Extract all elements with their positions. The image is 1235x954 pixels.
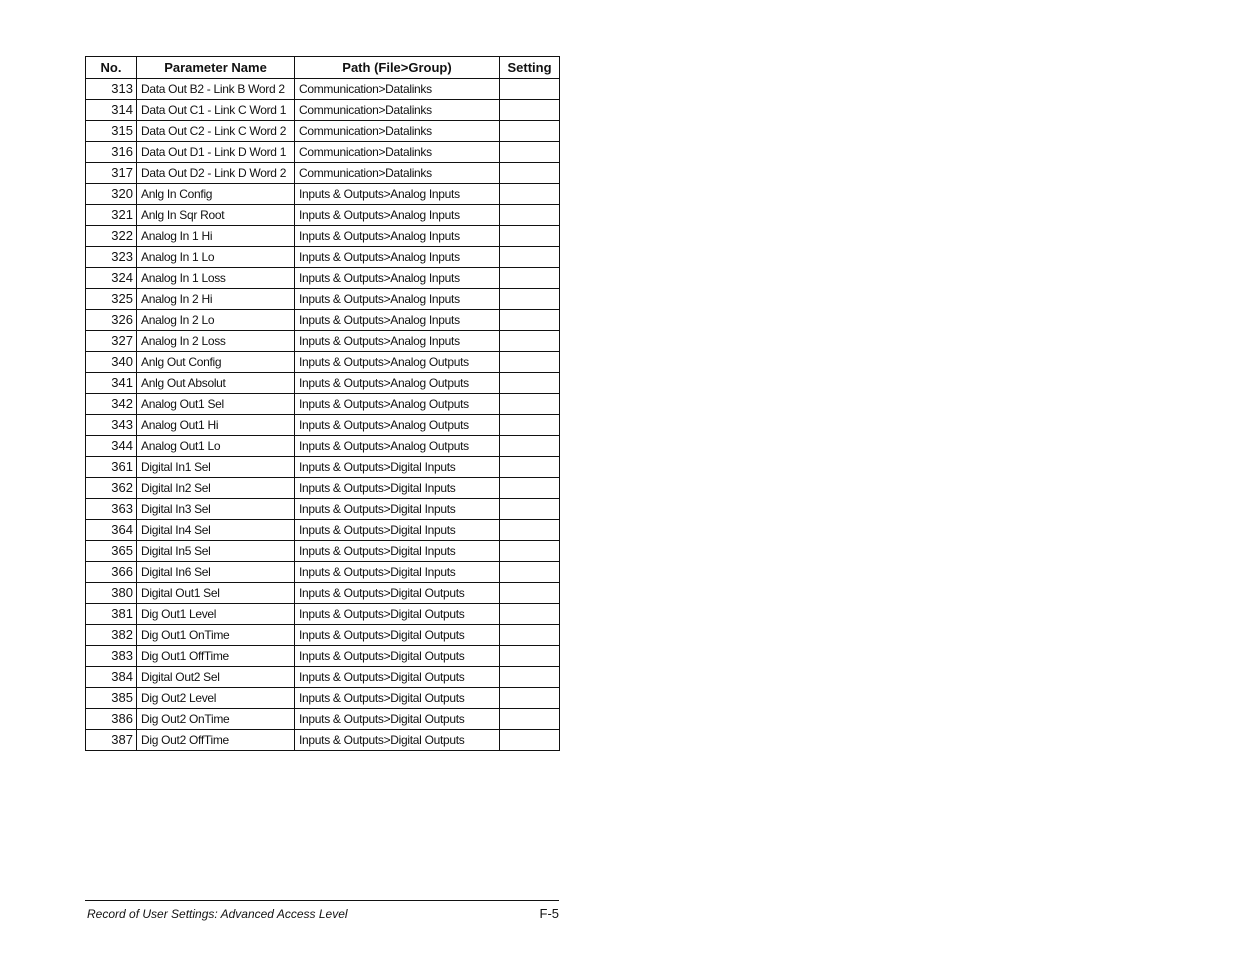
- parameter-name-cell: Anlg Out Config: [137, 352, 295, 373]
- parameter-name-cell: Analog In 1 Hi: [137, 226, 295, 247]
- row-number-cell: 343: [86, 415, 137, 436]
- table-row: [86, 709, 560, 730]
- parameter-name-cell: Digital In2 Sel: [137, 478, 295, 499]
- table-row: [86, 268, 560, 289]
- parameter-name-cell: Data Out D2 - Link D Word 2: [137, 163, 295, 184]
- parameter-name-cell: Dig Out2 Level: [137, 688, 295, 709]
- setting-cell[interactable]: [500, 310, 560, 331]
- setting-cell[interactable]: [500, 625, 560, 646]
- parameter-name-cell: Analog Out1 Hi: [137, 415, 295, 436]
- row-number-cell: 386: [86, 709, 137, 730]
- parameter-name-cell: Digital In6 Sel: [137, 562, 295, 583]
- parameter-name-cell: Anlg Out Absolut: [137, 373, 295, 394]
- path-cell: Inputs & Outputs>Digital Outputs: [295, 688, 500, 709]
- path-cell: Inputs & Outputs>Digital Outputs: [295, 604, 500, 625]
- table-row: [86, 310, 560, 331]
- path-cell: Inputs & Outputs>Digital Inputs: [295, 520, 500, 541]
- path-cell: Inputs & Outputs>Digital Outputs: [295, 646, 500, 667]
- row-number-cell: 344: [86, 436, 137, 457]
- parameter-name-cell: Analog In 1 Lo: [137, 247, 295, 268]
- setting-cell[interactable]: [500, 226, 560, 247]
- table-row: [86, 457, 560, 478]
- row-number-cell: 326: [86, 310, 137, 331]
- row-number-cell: 320: [86, 184, 137, 205]
- row-number-cell: 313: [86, 79, 137, 100]
- table-row: [86, 226, 560, 247]
- parameter-name-cell: Anlg In Sqr Root: [137, 205, 295, 226]
- parameter-name-cell: Digital Out2 Sel: [137, 667, 295, 688]
- path-cell: Communication>Datalinks: [295, 121, 500, 142]
- footer-divider: [85, 900, 559, 901]
- table-row: [86, 667, 560, 688]
- path-cell: Inputs & Outputs>Analog Inputs: [295, 268, 500, 289]
- path-cell: Inputs & Outputs>Analog Inputs: [295, 226, 500, 247]
- parameter-name-cell: Digital In1 Sel: [137, 457, 295, 478]
- table-row: [86, 79, 560, 100]
- table-row: [86, 331, 560, 352]
- setting-cell[interactable]: [500, 184, 560, 205]
- setting-cell[interactable]: [500, 520, 560, 541]
- path-cell: Inputs & Outputs>Digital Outputs: [295, 730, 500, 751]
- row-number-cell: 383: [86, 646, 137, 667]
- parameter-name-cell: Analog In 2 Lo: [137, 310, 295, 331]
- path-cell: Inputs & Outputs>Analog Outputs: [295, 352, 500, 373]
- table-row: [86, 625, 560, 646]
- path-cell: Inputs & Outputs>Digital Inputs: [295, 478, 500, 499]
- setting-cell[interactable]: [500, 373, 560, 394]
- setting-cell[interactable]: [500, 499, 560, 520]
- setting-cell[interactable]: [500, 331, 560, 352]
- path-cell: Inputs & Outputs>Digital Outputs: [295, 625, 500, 646]
- parameter-name-cell: Analog Out1 Lo: [137, 436, 295, 457]
- setting-cell[interactable]: [500, 415, 560, 436]
- setting-cell[interactable]: [500, 289, 560, 310]
- row-number-cell: 327: [86, 331, 137, 352]
- table-row: [86, 541, 560, 562]
- table-row: [86, 730, 560, 751]
- row-number-cell: 362: [86, 478, 137, 499]
- row-number-cell: 361: [86, 457, 137, 478]
- row-number-cell: 381: [86, 604, 137, 625]
- row-number-cell: 380: [86, 583, 137, 604]
- table-row: [86, 646, 560, 667]
- path-cell: Communication>Datalinks: [295, 100, 500, 121]
- row-number-cell: 382: [86, 625, 137, 646]
- table-row: [86, 247, 560, 268]
- parameter-name-cell: Dig Out1 Level: [137, 604, 295, 625]
- parameter-name-cell: Analog In 2 Hi: [137, 289, 295, 310]
- setting-cell[interactable]: [500, 394, 560, 415]
- parameter-name-cell: Dig Out1 OffTime: [137, 646, 295, 667]
- row-number-cell: 385: [86, 688, 137, 709]
- table-row: [86, 478, 560, 499]
- path-cell: Inputs & Outputs>Analog Outputs: [295, 394, 500, 415]
- table-row: [86, 499, 560, 520]
- parameter-name-cell: Dig Out1 OnTime: [137, 625, 295, 646]
- setting-cell[interactable]: [500, 478, 560, 499]
- path-cell: Inputs & Outputs>Analog Inputs: [295, 310, 500, 331]
- parameter-name-cell: Data Out B2 - Link B Word 2: [137, 79, 295, 100]
- setting-cell[interactable]: [500, 121, 560, 142]
- table-row: [86, 205, 560, 226]
- parameter-name-cell: Analog Out1 Sel: [137, 394, 295, 415]
- path-cell: Communication>Datalinks: [295, 163, 500, 184]
- table-row: [86, 562, 560, 583]
- page-number: F-5: [539, 906, 559, 921]
- setting-cell[interactable]: [500, 79, 560, 100]
- row-number-cell: 321: [86, 205, 137, 226]
- row-number-cell: 314: [86, 100, 137, 121]
- parameter-name-cell: Data Out D1 - Link D Word 1: [137, 142, 295, 163]
- table-header-row: [86, 57, 560, 79]
- table-row: [86, 394, 560, 415]
- path-cell: Communication>Datalinks: [295, 79, 500, 100]
- row-number-cell: 341: [86, 373, 137, 394]
- table-row: [86, 688, 560, 709]
- setting-cell[interactable]: [500, 457, 560, 478]
- row-number-cell: 324: [86, 268, 137, 289]
- row-number-cell: 323: [86, 247, 137, 268]
- path-cell: Inputs & Outputs>Digital Inputs: [295, 457, 500, 478]
- setting-cell[interactable]: [500, 100, 560, 121]
- row-number-cell: 340: [86, 352, 137, 373]
- path-cell: Inputs & Outputs>Digital Inputs: [295, 541, 500, 562]
- path-cell: Inputs & Outputs>Digital Outputs: [295, 583, 500, 604]
- footer-title: Record of User Settings: Advanced Access Level: [87, 907, 348, 921]
- parameter-settings-table: [85, 56, 560, 751]
- setting-cell[interactable]: [500, 583, 560, 604]
- row-number-cell: 363: [86, 499, 137, 520]
- row-number-cell: 315: [86, 121, 137, 142]
- setting-cell[interactable]: [500, 142, 560, 163]
- header-no: No.: [86, 57, 137, 79]
- row-number-cell: 342: [86, 394, 137, 415]
- path-cell: Inputs & Outputs>Digital Outputs: [295, 667, 500, 688]
- table-row: [86, 604, 560, 625]
- table-row: [86, 289, 560, 310]
- row-number-cell: 387: [86, 730, 137, 751]
- table-row: [86, 373, 560, 394]
- parameter-name-cell: Dig Out2 OffTime: [137, 730, 295, 751]
- table-row: [86, 436, 560, 457]
- header-parameter-name: Parameter Name: [137, 57, 295, 79]
- path-cell: Inputs & Outputs>Analog Inputs: [295, 331, 500, 352]
- setting-cell[interactable]: [500, 562, 560, 583]
- setting-cell[interactable]: [500, 688, 560, 709]
- table-row: [86, 415, 560, 436]
- table-row: [86, 583, 560, 604]
- setting-cell[interactable]: [500, 436, 560, 457]
- path-cell: Inputs & Outputs>Digital Inputs: [295, 499, 500, 520]
- row-number-cell: 316: [86, 142, 137, 163]
- parameter-name-cell: Digital In4 Sel: [137, 520, 295, 541]
- parameter-name-cell: Analog In 1 Loss: [137, 268, 295, 289]
- row-number-cell: 366: [86, 562, 137, 583]
- setting-cell[interactable]: [500, 604, 560, 625]
- table-row: [86, 142, 560, 163]
- row-number-cell: 322: [86, 226, 137, 247]
- path-cell: Inputs & Outputs>Digital Outputs: [295, 709, 500, 730]
- setting-cell[interactable]: [500, 541, 560, 562]
- setting-cell[interactable]: [500, 646, 560, 667]
- parameter-name-cell: Analog In 2 Loss: [137, 331, 295, 352]
- row-number-cell: 365: [86, 541, 137, 562]
- setting-cell[interactable]: [500, 268, 560, 289]
- path-cell: Inputs & Outputs>Analog Outputs: [295, 373, 500, 394]
- row-number-cell: 364: [86, 520, 137, 541]
- parameter-name-cell: Digital In3 Sel: [137, 499, 295, 520]
- parameter-name-cell: Anlg In Config: [137, 184, 295, 205]
- path-cell: Inputs & Outputs>Analog Inputs: [295, 184, 500, 205]
- table-row: [86, 520, 560, 541]
- table-row: [86, 184, 560, 205]
- table-row: [86, 163, 560, 184]
- setting-cell[interactable]: [500, 205, 560, 226]
- table-body: [86, 79, 560, 751]
- parameter-name-cell: Data Out C1 - Link C Word 1: [137, 100, 295, 121]
- row-number-cell: 384: [86, 667, 137, 688]
- path-cell: Inputs & Outputs>Digital Inputs: [295, 562, 500, 583]
- path-cell: Inputs & Outputs>Analog Inputs: [295, 289, 500, 310]
- setting-cell[interactable]: [500, 163, 560, 184]
- path-cell: Inputs & Outputs>Analog Outputs: [295, 415, 500, 436]
- setting-cell[interactable]: [500, 709, 560, 730]
- table-row: [86, 352, 560, 373]
- table-row: [86, 100, 560, 121]
- setting-cell[interactable]: [500, 667, 560, 688]
- header-setting: Setting: [500, 57, 560, 79]
- parameter-name-cell: Digital Out1 Sel: [137, 583, 295, 604]
- table-row: [86, 121, 560, 142]
- path-cell: Communication>Datalinks: [295, 142, 500, 163]
- parameter-name-cell: Dig Out2 OnTime: [137, 709, 295, 730]
- parameter-name-cell: Digital In5 Sel: [137, 541, 295, 562]
- setting-cell[interactable]: [500, 247, 560, 268]
- setting-cell[interactable]: [500, 352, 560, 373]
- setting-cell[interactable]: [500, 730, 560, 751]
- row-number-cell: 317: [86, 163, 137, 184]
- row-number-cell: 325: [86, 289, 137, 310]
- header-path: Path (File>Group): [295, 57, 500, 79]
- path-cell: Inputs & Outputs>Analog Outputs: [295, 436, 500, 457]
- parameter-name-cell: Data Out C2 - Link C Word 2: [137, 121, 295, 142]
- path-cell: Inputs & Outputs>Analog Inputs: [295, 247, 500, 268]
- path-cell: Inputs & Outputs>Analog Inputs: [295, 205, 500, 226]
